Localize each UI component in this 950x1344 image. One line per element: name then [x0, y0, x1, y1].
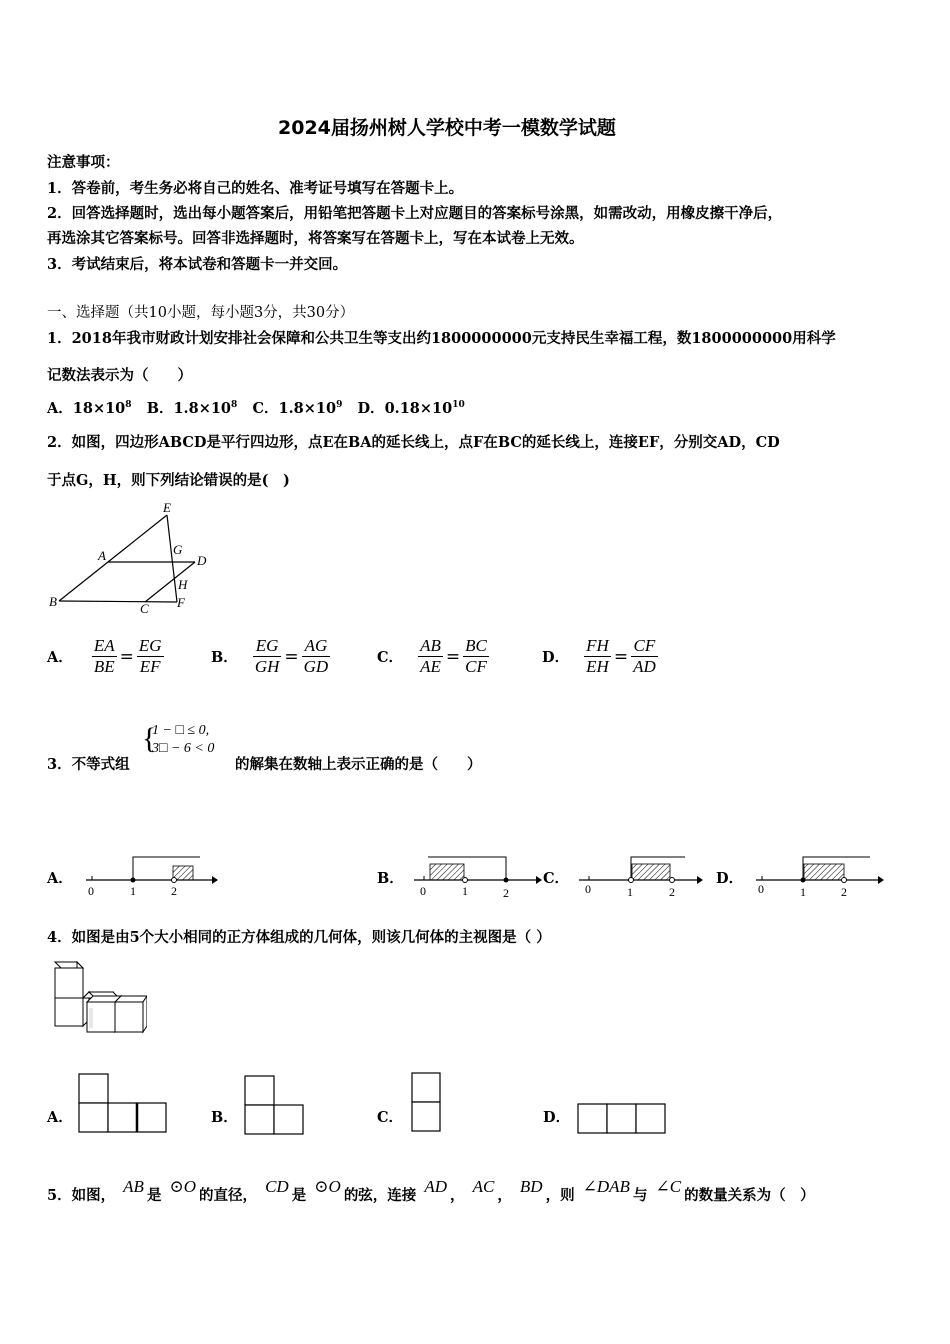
q1-text: 1．2018年我市财政计划安排社会保障和公共卫生等支出约1800000000元支持民生幸福工程，数1800000000用科学: [47, 330, 836, 347]
q5-ad: AD: [424, 1177, 448, 1196]
notice-item: 1．答卷前，考生务必将自己的姓名、准考证号填写在答题卡上。: [47, 180, 464, 197]
label-b: B: [49, 594, 57, 609]
q5-circle-o: ⊙O: [314, 1177, 341, 1196]
q5-angle-c: ∠C: [655, 1177, 682, 1196]
q1-text: 记数法表示为（ ）: [47, 367, 192, 384]
q3-option-b[interactable]: B．: [377, 870, 404, 887]
q5-bd: BD: [519, 1177, 543, 1196]
q5-ab: AB: [123, 1177, 144, 1196]
q3-suffix: 的解集在数轴上表示正确的是（ ）: [235, 756, 482, 773]
q1-option-c[interactable]: C．$1.8\times 10^9$: [252, 400, 343, 417]
section-heading: 一、选择题（共10小题，每小题3分，共30分）: [47, 305, 355, 321]
q2-option-a[interactable]: A． $\frac{EA}{BE}$ = $\frac{EG}{EF}$: [47, 636, 162, 676]
label-c: C: [140, 601, 149, 616]
notice-item: 3．考试结束后，将本试卷和答题卡一并交回。: [47, 256, 348, 273]
q1-option-d[interactable]: D．$0.18\times 10^{10}$: [357, 400, 465, 417]
q1-option-b[interactable]: B．$1.8\times 10^8$: [146, 400, 238, 417]
q4-cube-figure: [47, 958, 147, 1036]
svg-text:2: 2: [841, 885, 847, 899]
q4-text: 4．如图是由5个大小相同的正方体组成的几何体，则该几何体的主视图是（ ）: [47, 929, 551, 946]
notice-item: 再选涂其它答案标号。回答非选择题时，将答案写在答题卡上，写在本试卷上无效。: [47, 230, 584, 247]
svg-text:2: 2: [669, 885, 675, 899]
label-f: F: [177, 595, 185, 610]
q3-numberline-b: [408, 852, 543, 900]
label-e: E: [163, 500, 171, 515]
q2-parallelogram-figure: [45, 498, 220, 618]
q4-shape-c: [410, 1071, 443, 1133]
svg-text:1: 1: [800, 885, 806, 899]
label-h: H: [178, 577, 188, 592]
svg-text:1: 1: [627, 885, 633, 899]
q1-options: [47, 397, 465, 418]
q5-angle-dab: ∠DAB: [582, 1177, 630, 1196]
q5-circle-o: ⊙O: [169, 1177, 197, 1196]
q2-option-c[interactable]: C． $\frac{AB}{AE}$ = $\frac{BC}{CF}$: [377, 636, 487, 676]
q2-option-d[interactable]: D． $\frac{FH}{EH}$ = $\frac{CF}{AD}$: [542, 636, 656, 676]
q4-shape-b: [243, 1074, 305, 1136]
page-title: 2024届扬州树人学校中考一模数学试题: [278, 117, 616, 139]
q5-ac: AC: [472, 1177, 495, 1196]
notice-item: 2．回答选择题时，选出每小题答案后，用铅笔把答题卡上对应题目的答案标号涂黑，如需改动，用橡皮擦干净后，: [47, 205, 783, 222]
svg-text:0: 0: [585, 882, 591, 896]
q4-option-c[interactable]: C．: [377, 1109, 404, 1126]
svg-text:1: 1: [130, 884, 136, 898]
svg-text:0: 0: [758, 882, 764, 896]
q4-shape-a: [77, 1072, 169, 1136]
q3-prefix: 3．不等式组: [47, 756, 130, 773]
q2-option-b[interactable]: B． $\frac{EG}{GH}$ = $\frac{AG}{GD}$: [211, 636, 329, 676]
label-g: G: [173, 542, 183, 557]
q3-option-d[interactable]: D．: [716, 870, 744, 887]
q5-cd: CD: [265, 1177, 289, 1196]
label-d: D: [197, 553, 207, 568]
q3-numberline-a: [80, 852, 220, 900]
q5-text: 5．如图， AB 是 ⊙O 的直径， CD 是 ⊙O 的弦，连接 AD ， AC ， BD ，则 ∠DAB 与 ∠C 的数量关系为（ ）: [47, 1177, 815, 1204]
q3-numberline-c: [575, 852, 705, 900]
notice-heading: 注意事项：: [47, 154, 120, 171]
svg-text:0: 0: [88, 884, 94, 898]
svg-text:0: 0: [420, 884, 426, 898]
q4-option-a[interactable]: A．: [47, 1109, 73, 1126]
svg-text:1: 1: [462, 884, 468, 898]
q3-inequality-system: { 1 − □ ≤ 0, 3□ − 6 < 0: [142, 722, 215, 756]
label-a: A: [98, 548, 106, 563]
q4-shape-d: [576, 1102, 668, 1135]
q3-option-a[interactable]: A．: [47, 870, 73, 887]
q1-option-a[interactable]: A．$18\times 10^8$: [47, 400, 132, 417]
q2-text: 于点G，H，则下列结论错误的是( ): [47, 472, 290, 489]
svg-text:2: 2: [503, 886, 509, 900]
q3-option-c[interactable]: C．: [543, 870, 570, 887]
q4-option-d[interactable]: D．: [543, 1109, 571, 1126]
q2-text: 2．如图，四边形ABCD是平行四边形，点E在BA的延长线上，点F在BC的延长线上，连接EF，分别交AD，CD: [47, 434, 780, 451]
svg-text:2: 2: [171, 884, 177, 898]
q3-numberline-d: [752, 852, 887, 900]
q4-option-b[interactable]: B．: [211, 1109, 238, 1126]
